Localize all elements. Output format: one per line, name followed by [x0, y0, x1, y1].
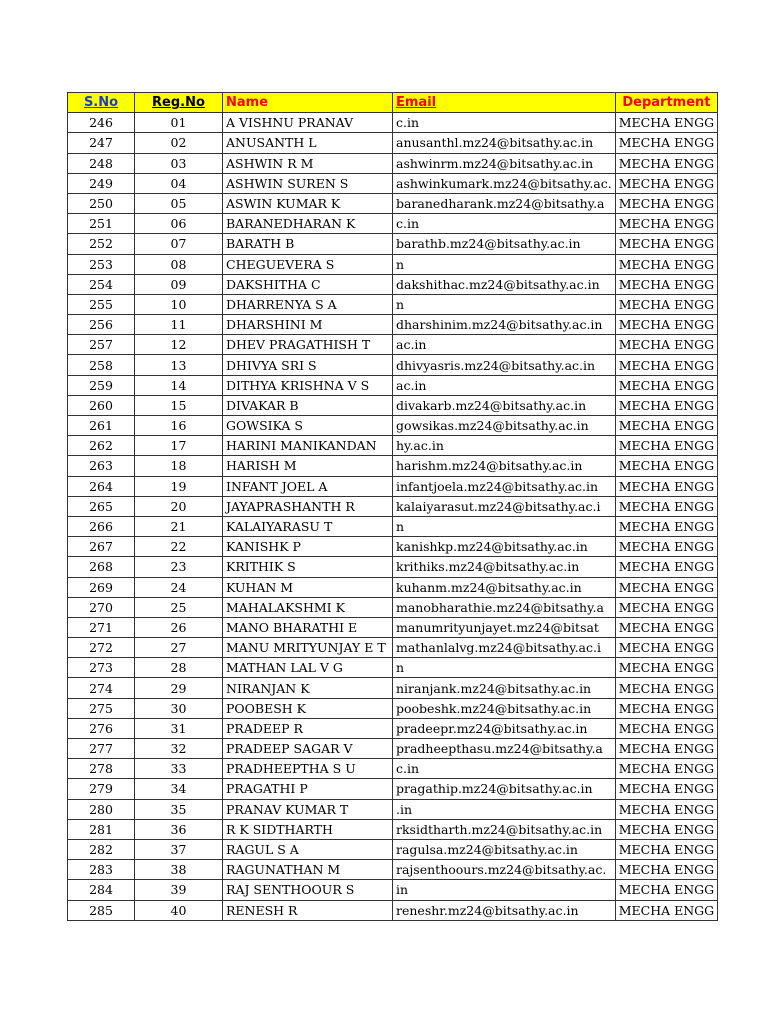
header-row — [68, 93, 718, 113]
name-cell: INFANT JOEL A — [223, 476, 393, 496]
name-cell: GOWSIKA S — [223, 416, 393, 436]
reg-no-cell: 23 — [135, 557, 223, 577]
department-cell: MECHA ENGG — [615, 638, 717, 658]
email-header: Email — [393, 93, 616, 113]
reg-no-cell: 32 — [135, 739, 223, 759]
email-cell: ragulsa.mz24@bitsathy.ac.in — [393, 839, 616, 859]
name-cell: DIVAKAR B — [223, 395, 393, 415]
reg-no-cell: 09 — [135, 274, 223, 294]
sno-cell: 285 — [68, 900, 135, 920]
sno-cell: 261 — [68, 416, 135, 436]
sno-cell: 253 — [68, 254, 135, 274]
name-cell: HARINI MANIKANDAN — [223, 436, 393, 456]
name-cell: RENESH R — [223, 900, 393, 920]
department-cell: MECHA ENGG — [615, 274, 717, 294]
reg-no-cell: 25 — [135, 597, 223, 617]
reg-no-cell: 07 — [135, 234, 223, 254]
table-row — [68, 234, 718, 254]
table-row — [68, 880, 718, 900]
table-row — [68, 375, 718, 395]
email-cell: poobeshk.mz24@bitsathy.ac.in — [393, 698, 616, 718]
name-cell: ANUSANTH L — [223, 133, 393, 153]
sno-cell: 272 — [68, 638, 135, 658]
table-row — [68, 254, 718, 274]
name-cell: DHARSHINI M — [223, 315, 393, 335]
name-cell: PRAGATHI P — [223, 779, 393, 799]
table-row — [68, 335, 718, 355]
email-cell: dhivyasris.mz24@bitsathy.ac.in — [393, 355, 616, 375]
reg-no-cell: 34 — [135, 779, 223, 799]
sno-cell: 271 — [68, 617, 135, 637]
email-cell: c.in — [393, 214, 616, 234]
reg-no-cell: 33 — [135, 759, 223, 779]
department-cell: MECHA ENGG — [615, 597, 717, 617]
table-row — [68, 315, 718, 335]
reg-no-cell: 20 — [135, 496, 223, 516]
name-cell: POOBESH K — [223, 698, 393, 718]
email-cell: n — [393, 658, 616, 678]
department-cell: MECHA ENGG — [615, 456, 717, 476]
department-cell: MECHA ENGG — [615, 516, 717, 536]
sno-cell: 268 — [68, 557, 135, 577]
email-cell: reneshr.mz24@bitsathy.ac.in — [393, 900, 616, 920]
table-row — [68, 173, 718, 193]
department-cell: MECHA ENGG — [615, 173, 717, 193]
name-cell: DHIVYA SRI S — [223, 355, 393, 375]
department-cell: MECHA ENGG — [615, 739, 717, 759]
reg-no-cell: 22 — [135, 537, 223, 557]
reg-no-cell: 14 — [135, 375, 223, 395]
table-row — [68, 537, 718, 557]
sno-cell: 265 — [68, 496, 135, 516]
table-row — [68, 718, 718, 738]
reg-no-cell: 30 — [135, 698, 223, 718]
email-cell: barathb.mz24@bitsathy.ac.in — [393, 234, 616, 254]
table-row — [68, 476, 718, 496]
sno-cell: 256 — [68, 315, 135, 335]
sno-cell: 262 — [68, 436, 135, 456]
reg-no-header: Reg.No — [135, 93, 223, 113]
department-cell: MECHA ENGG — [615, 113, 717, 133]
email-cell: in — [393, 880, 616, 900]
department-cell: MECHA ENGG — [615, 698, 717, 718]
reg-no-cell: 11 — [135, 315, 223, 335]
table-row — [68, 153, 718, 173]
table-row — [68, 113, 718, 133]
email-cell: c.in — [393, 113, 616, 133]
department-cell: MECHA ENGG — [615, 416, 717, 436]
table-row — [68, 355, 718, 375]
sno-cell: 254 — [68, 274, 135, 294]
department-cell: MECHA ENGG — [615, 577, 717, 597]
department-header: Department — [615, 93, 717, 113]
reg-no-cell: 16 — [135, 416, 223, 436]
email-cell: harishm.mz24@bitsathy.ac.in — [393, 456, 616, 476]
sno-cell: 273 — [68, 658, 135, 678]
name-cell: KALAIYARASU T — [223, 516, 393, 536]
sno-cell: 282 — [68, 839, 135, 859]
reg-no-cell: 36 — [135, 819, 223, 839]
department-cell: MECHA ENGG — [615, 153, 717, 173]
reg-no-cell: 39 — [135, 880, 223, 900]
table-body — [68, 113, 718, 921]
table-row — [68, 436, 718, 456]
sno-cell: 278 — [68, 759, 135, 779]
reg-no-cell: 27 — [135, 638, 223, 658]
email-cell: pradeepr.mz24@bitsathy.ac.in — [393, 718, 616, 738]
table-row — [68, 839, 718, 859]
department-cell: MECHA ENGG — [615, 294, 717, 314]
department-cell: MECHA ENGG — [615, 839, 717, 859]
name-cell: MATHAN LAL V G — [223, 658, 393, 678]
table-row — [68, 617, 718, 637]
email-cell: rajsenthoours.mz24@bitsathy.ac. — [393, 860, 616, 880]
sno-cell: 249 — [68, 173, 135, 193]
sno-cell: 255 — [68, 294, 135, 314]
department-cell: MECHA ENGG — [615, 496, 717, 516]
sno-cell: 263 — [68, 456, 135, 476]
email-cell: hy.ac.in — [393, 436, 616, 456]
name-cell: ASWIN KUMAR K — [223, 193, 393, 213]
sno-cell: 280 — [68, 799, 135, 819]
reg-no-cell: 12 — [135, 335, 223, 355]
sno-cell: 277 — [68, 739, 135, 759]
email-cell: anusanthl.mz24@bitsathy.ac.in — [393, 133, 616, 153]
reg-no-cell: 26 — [135, 617, 223, 637]
name-cell: A VISHNU PRANAV — [223, 113, 393, 133]
sno-cell: 281 — [68, 819, 135, 839]
sno-cell: 283 — [68, 860, 135, 880]
table-row — [68, 739, 718, 759]
sno-cell: 260 — [68, 395, 135, 415]
table-row — [68, 193, 718, 213]
reg-no-cell: 17 — [135, 436, 223, 456]
email-cell: infantjoela.mz24@bitsathy.ac.in — [393, 476, 616, 496]
table-row — [68, 759, 718, 779]
name-cell: CHEGUEVERA S — [223, 254, 393, 274]
sno-cell: 258 — [68, 355, 135, 375]
department-cell: MECHA ENGG — [615, 678, 717, 698]
email-cell: ashwinkumark.mz24@bitsathy.ac. — [393, 173, 616, 193]
table-row — [68, 274, 718, 294]
reg-no-cell: 02 — [135, 133, 223, 153]
department-cell: MECHA ENGG — [615, 880, 717, 900]
sno-cell: 252 — [68, 234, 135, 254]
student-table — [67, 92, 718, 921]
email-cell: kanishkp.mz24@bitsathy.ac.in — [393, 537, 616, 557]
name-cell: RAGUL S A — [223, 839, 393, 859]
reg-no-cell: 35 — [135, 799, 223, 819]
table-row — [68, 133, 718, 153]
name-cell: HARISH M — [223, 456, 393, 476]
reg-no-cell: 31 — [135, 718, 223, 738]
name-cell: KANISHK P — [223, 537, 393, 557]
table-row — [68, 799, 718, 819]
department-cell: MECHA ENGG — [615, 193, 717, 213]
reg-no-cell: 29 — [135, 678, 223, 698]
email-cell: c.in — [393, 759, 616, 779]
department-cell: MECHA ENGG — [615, 355, 717, 375]
department-cell: MECHA ENGG — [615, 537, 717, 557]
department-cell: MECHA ENGG — [615, 395, 717, 415]
name-cell: DAKSHITHA C — [223, 274, 393, 294]
name-cell: DHEV PRAGATHISH T — [223, 335, 393, 355]
department-cell: MECHA ENGG — [615, 617, 717, 637]
reg-no-cell: 15 — [135, 395, 223, 415]
name-cell: MAHALAKSHMI K — [223, 597, 393, 617]
sno-cell: 274 — [68, 678, 135, 698]
email-cell: kalaiyarasut.mz24@bitsathy.ac.i — [393, 496, 616, 516]
department-cell: MECHA ENGG — [615, 900, 717, 920]
email-cell: niranjank.mz24@bitsathy.ac.in — [393, 678, 616, 698]
table-row — [68, 678, 718, 698]
department-cell: MECHA ENGG — [615, 476, 717, 496]
sno-cell: 264 — [68, 476, 135, 496]
name-cell: DHARRENYA S A — [223, 294, 393, 314]
table-row — [68, 294, 718, 314]
email-cell: pragathip.mz24@bitsathy.ac.in — [393, 779, 616, 799]
department-cell: MECHA ENGG — [615, 718, 717, 738]
email-cell: n — [393, 294, 616, 314]
name-cell: R K SIDTHARTH — [223, 819, 393, 839]
department-cell: MECHA ENGG — [615, 819, 717, 839]
department-cell: MECHA ENGG — [615, 234, 717, 254]
department-cell: MECHA ENGG — [615, 335, 717, 355]
reg-no-cell: 13 — [135, 355, 223, 375]
sno-header: S.No — [68, 93, 135, 113]
sno-cell: 284 — [68, 880, 135, 900]
email-cell: krithiks.mz24@bitsathy.ac.in — [393, 557, 616, 577]
name-cell: RAJ SENTHOOUR S — [223, 880, 393, 900]
name-cell: PRADEEP R — [223, 718, 393, 738]
department-cell: MECHA ENGG — [615, 133, 717, 153]
email-cell: mathanlalvg.mz24@bitsathy.ac.i — [393, 638, 616, 658]
email-cell: dakshithac.mz24@bitsathy.ac.in — [393, 274, 616, 294]
table-row — [68, 779, 718, 799]
table-row — [68, 597, 718, 617]
sno-cell: 248 — [68, 153, 135, 173]
reg-no-cell: 10 — [135, 294, 223, 314]
name-cell: BARANEDHARAN K — [223, 214, 393, 234]
table-row — [68, 698, 718, 718]
department-cell: MECHA ENGG — [615, 375, 717, 395]
table-row — [68, 900, 718, 920]
reg-no-cell: 03 — [135, 153, 223, 173]
name-cell: DITHYA KRISHNA V S — [223, 375, 393, 395]
table-row — [68, 416, 718, 436]
sno-cell: 269 — [68, 577, 135, 597]
table-row — [68, 638, 718, 658]
reg-no-cell: 24 — [135, 577, 223, 597]
name-cell: BARATH B — [223, 234, 393, 254]
sno-cell: 247 — [68, 133, 135, 153]
sno-cell: 275 — [68, 698, 135, 718]
email-cell: ac.in — [393, 335, 616, 355]
email-cell: kuhanm.mz24@bitsathy.ac.in — [393, 577, 616, 597]
email-cell: pradheepthasu.mz24@bitsathy.a — [393, 739, 616, 759]
reg-no-cell: 37 — [135, 839, 223, 859]
reg-no-cell: 18 — [135, 456, 223, 476]
reg-no-cell: 08 — [135, 254, 223, 274]
table-row — [68, 496, 718, 516]
sno-cell: 246 — [68, 113, 135, 133]
email-cell: n — [393, 516, 616, 536]
email-cell: baranedharank.mz24@bitsathy.a — [393, 193, 616, 213]
sno-cell: 266 — [68, 516, 135, 536]
department-cell: MECHA ENGG — [615, 779, 717, 799]
email-cell: rksidtharth.mz24@bitsathy.ac.in — [393, 819, 616, 839]
name-cell: PRANAV KUMAR T — [223, 799, 393, 819]
table-row — [68, 214, 718, 234]
name-cell: MANO BHARATHI E — [223, 617, 393, 637]
reg-no-cell: 28 — [135, 658, 223, 678]
table-row — [68, 860, 718, 880]
department-cell: MECHA ENGG — [615, 436, 717, 456]
email-cell: divakarb.mz24@bitsathy.ac.in — [393, 395, 616, 415]
sno-cell: 270 — [68, 597, 135, 617]
name-cell: ASHWIN SUREN S — [223, 173, 393, 193]
name-cell: MANU MRITYUNJAY E T — [223, 638, 393, 658]
reg-no-cell: 04 — [135, 173, 223, 193]
department-cell: MECHA ENGG — [615, 759, 717, 779]
email-cell: n — [393, 254, 616, 274]
sno-cell: 259 — [68, 375, 135, 395]
department-cell: MECHA ENGG — [615, 658, 717, 678]
sno-cell: 267 — [68, 537, 135, 557]
reg-no-cell: 40 — [135, 900, 223, 920]
table-row — [68, 456, 718, 476]
sno-cell: 251 — [68, 214, 135, 234]
name-cell: RAGUNATHAN M — [223, 860, 393, 880]
reg-no-cell: 38 — [135, 860, 223, 880]
name-cell: NIRANJAN K — [223, 678, 393, 698]
email-cell: manobharathie.mz24@bitsathy.a — [393, 597, 616, 617]
email-cell: .in — [393, 799, 616, 819]
sno-cell: 276 — [68, 718, 135, 738]
reg-no-cell: 19 — [135, 476, 223, 496]
email-cell: dharshinim.mz24@bitsathy.ac.in — [393, 315, 616, 335]
sno-cell: 250 — [68, 193, 135, 213]
table-row — [68, 658, 718, 678]
email-cell: ashwinrm.mz24@bitsathy.ac.in — [393, 153, 616, 173]
name-cell: PRADEEP SAGAR V — [223, 739, 393, 759]
name-cell: KUHAN M — [223, 577, 393, 597]
email-cell: gowsikas.mz24@bitsathy.ac.in — [393, 416, 616, 436]
table-row — [68, 819, 718, 839]
department-cell: MECHA ENGG — [615, 557, 717, 577]
department-cell: MECHA ENGG — [615, 214, 717, 234]
table-row — [68, 395, 718, 415]
reg-no-cell: 05 — [135, 193, 223, 213]
department-cell: MECHA ENGG — [615, 254, 717, 274]
sno-cell: 257 — [68, 335, 135, 355]
email-cell: ac.in — [393, 375, 616, 395]
name-cell: ASHWIN R M — [223, 153, 393, 173]
name-cell: JAYAPRASHANTH R — [223, 496, 393, 516]
name-cell: PRADHEEPTHA S U — [223, 759, 393, 779]
table-row — [68, 577, 718, 597]
reg-no-cell: 06 — [135, 214, 223, 234]
reg-no-cell: 21 — [135, 516, 223, 536]
department-cell: MECHA ENGG — [615, 860, 717, 880]
email-cell: manumrityunjayet.mz24@bitsat — [393, 617, 616, 637]
name-cell: KRITHIK S — [223, 557, 393, 577]
name-header: Name — [223, 93, 393, 113]
sno-cell: 279 — [68, 779, 135, 799]
table-row — [68, 516, 718, 536]
department-cell: MECHA ENGG — [615, 799, 717, 819]
department-cell: MECHA ENGG — [615, 315, 717, 335]
reg-no-cell: 01 — [135, 113, 223, 133]
table-row — [68, 557, 718, 577]
